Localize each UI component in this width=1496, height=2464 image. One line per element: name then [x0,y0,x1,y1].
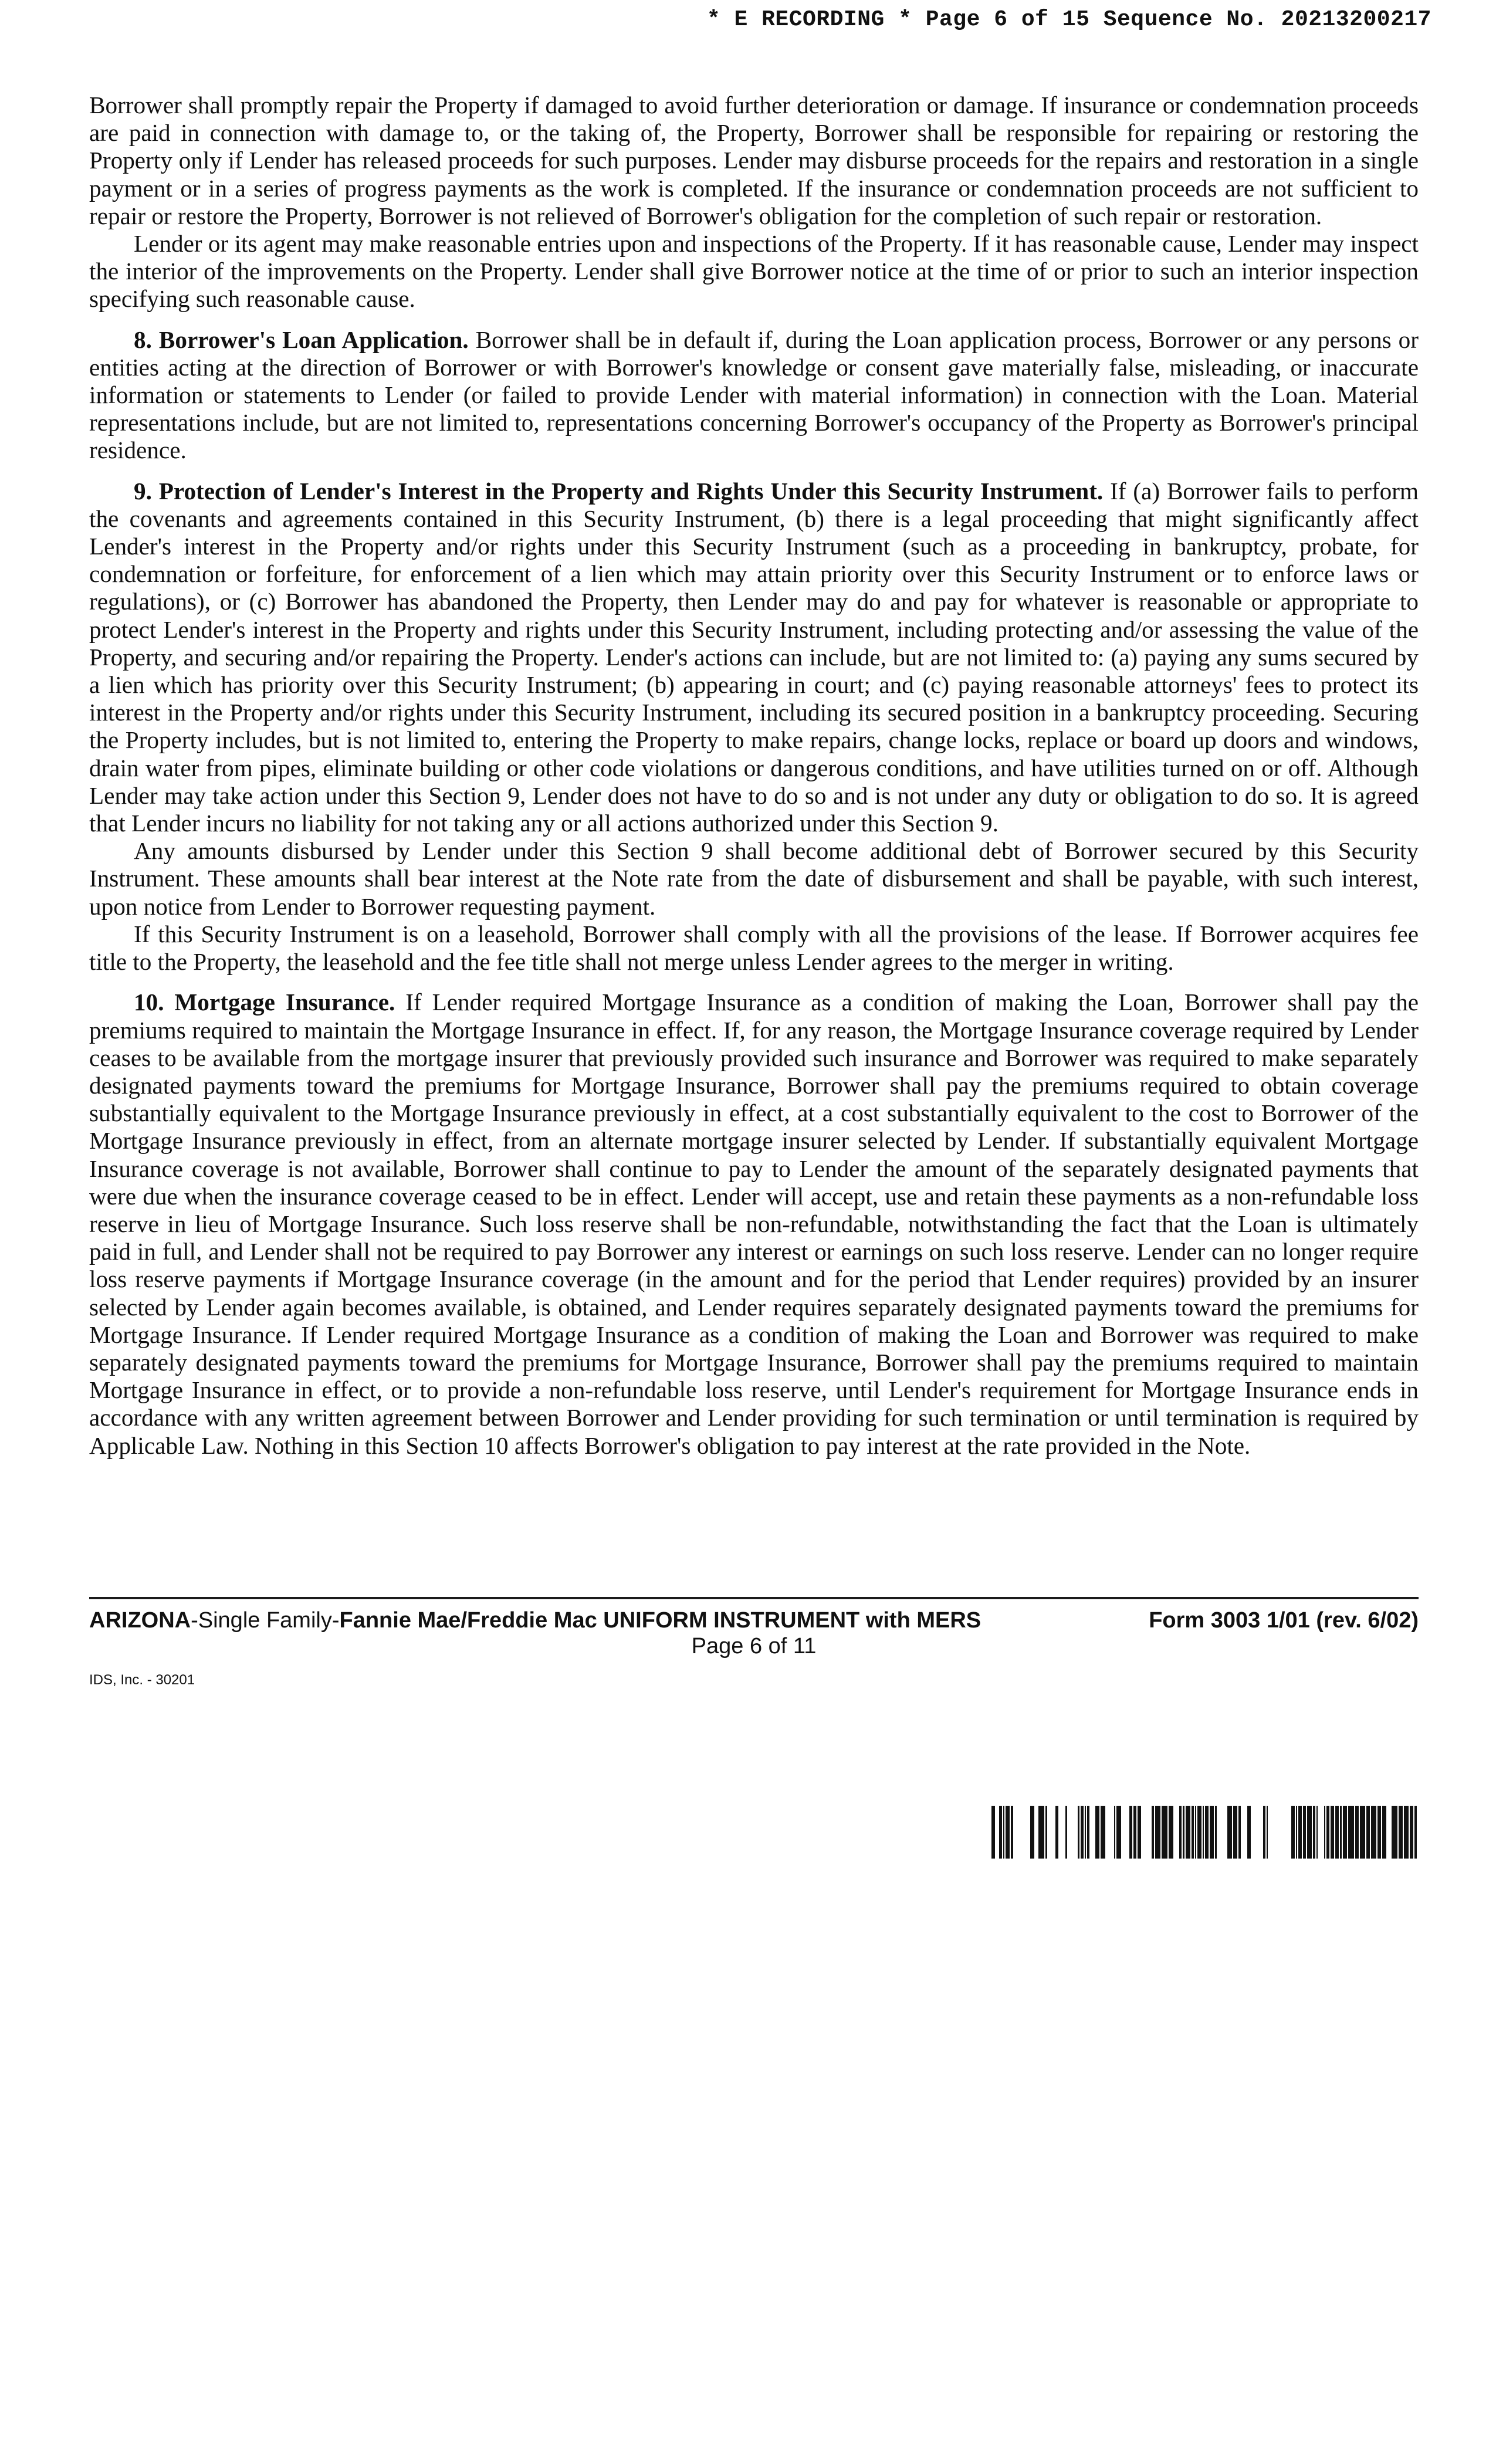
barcode-bar [1183,1806,1184,1859]
barcode-bar [1215,1806,1217,1859]
section-9-text: If (a) Borrower fails to perform the covenants and agreements contained in this Security Instrument, (b) there is a legal proceeding that might significantly affect Lender's interest in the Property and/or rights under this Security Instrument (such as a proceeding in bankruptcy, probate, for condemnation or forfeiture, for enforcement of a lien which may attain priority over this Security Instrument or to enforce laws or regulations), or (c) Borrower has abandoned the Property, then Lender may do and pay for whatever is reasonable or appropriate to protect Lender's interest in the Property and rights under this Security Instrument, including protecting and/or assessing the value of the Property, and securing and/or repairing the Property. Lender's actions can include, but are not limited to: (a) paying any sums secured by a lien which has priority over this Security Instrument; (b) appearing in court; and (c) paying reasonable attorneys' fees to protect its interest in the Property and/or rights under this Security Instrument, including its secured position in a bankruptcy proceeding. Securing the Property includes, but is not limited to, entering the Property to make repairs, change locks, replace or board up doors and windows, drain water from pipes, eliminate building or other code violations or dangerous conditions, and have utilities turned on or off. Although Lender may take action under this Section 9, Lender does not have to do so and is not under any duty or obligation to do so. It is agreed that Lender incurs no liability for not taking any or all actions authorized under this Section 9. [89,477,1419,837]
barcode-bar [1227,1806,1232,1859]
barcode-bar [1195,1806,1196,1859]
barcode-bar [1404,1806,1409,1859]
barcode-bar [1324,1806,1325,1859]
barcode-bar [1326,1806,1329,1859]
barcode-bar [1210,1806,1214,1859]
barcode-bar [1233,1806,1237,1859]
barcode-bar [1133,1806,1136,1859]
footer-instrument: Fannie Mae/Freddie Mac UNIFORM INSTRUMENT with MERS [339,1608,981,1633]
barcode-bar [1371,1806,1376,1859]
barcode-bar [1152,1806,1154,1859]
footer-page-number: Page 6 of 11 [691,1634,817,1659]
section-9 [89,478,1419,838]
section-10-text: If Lender required Mortgage Insurance as a condition of making the Loan, Borrower shall pay the premiums required to maintain the Mortgage Insurance in effect. If, for any reason, the Mortgage Insurance coverage required by Lender ceases to be available from the mortgage insurer that previously provided such insurance and Borrower was required to make separately designated payments toward the premiums for Mortgage Insurance, Borrower shall pay the premiums required to obtain coverage substantially equivalent to the Mortgage Insurance previously in effect, at a cost substantially equivalent to the cost to Borrower of the Mortgage Insurance previously in effect, from an alternate mortgage insurer selected by Lender. If substantially equivalent Mortgage Insurance coverage is not available, Borrower shall continue to pay to Lender the amount of the separately designated payments that were due when the insurance coverage ceased to be in effect. Lender will accept, use and retain these payments as a non-refundable loss reserve in lieu of Mortgage Insurance. Such loss reserve shall be non-refundable, notwithstanding the fact that the Loan is ultimately paid in full, and Lender shall not be required to pay Borrower any interest or earnings on such loss reserve. Lender can no longer require loss reserve payments if Mortgage Insurance coverage (in the amount and for the period that Lender requires) provided by an insurer selected by Lender again becomes available, is obtained, and Lender requires separately designated payments toward the premiums for Mortgage Insurance. If Lender required Mortgage Insurance as a condition of making the Loan and Borrower was required to make separately designated payments toward the premiums for Mortgage Insurance, Borrower shall pay the premiums required to maintain Mortgage Insurance in effect, or to provide a non-refundable loss reserve, until Lender's requirement for Mortgage Insurance ends in accordance with any written agreement between Borrower and Lender providing for such termination or until termination is required by Applicable Law. Nothing in this Section 10 affects Borrower's obligation to pay interest at the rate provided in the Note. [89,989,1419,1459]
paragraph-inspection: Lender or its agent may make reasonable entries upon and inspections of the Property. If it has reasonable cause, Lender may inspect the interior of the improvements on the Property. Lender shall give Borrower notice at the time of or prior to such an interior inspection specifying such reasonable cause. [89,230,1419,313]
barcode-bar [1095,1806,1099,1859]
section-8-text: Borrower shall be in default if, during the Loan application process, Borrower or any persons or entities acting at the direction of Borrower or with Borrower's knowledge or consent gave materially false, misleading, or inaccurate information or statements to Lender (or failed to provide Lender with material information) in connection with the Loan. Material representations include, but are not limited to, representations concerning Borrower's occupancy of the Property as Borrower's principal residence. [89,326,1419,464]
barcode-bar [1343,1806,1347,1859]
barcode-bar [1360,1806,1365,1859]
barcode-bar [1114,1806,1115,1859]
paragraph-repair: Borrower shall promptly repair the Property if damaged to avoid further deterioration or damage. If insurance or condemnation proceeds are paid in connection with damage to, or the taking of, the Property, Borrower shall be responsible for repairing or restoring the Property only if Lender has released proceeds for such purposes. Lender may disburse proceeds for the repairs and restoration in a single payment or in a series of progress payments as the work is completed. If the insurance or condemnation proceeds are not sufficient to repair or restore the Property, Borrower is not relieved of Borrower's obligation for the completion of such repair or restoration. [89,92,1419,229]
footer-divider [89,1597,1419,1599]
section-9-paragraph-2: Any amounts disbursed by Lender under this Section 9 shall become additional debt of Borrower secured by this Security Instrument. These amounts shall bear interest at the Note rate from the date of disbursement and shall be payable, with such interest, upon notice from Lender to Borrower requesting payment. [89,837,1419,920]
form-footer [89,1607,1419,1659]
section-8 [89,326,1419,465]
footer-form-number: Form 3003 1/01 (rev. 6/02) [1149,1608,1419,1633]
barcode-bar [1316,1806,1318,1859]
recording-header: * E RECORDING * Page 6 of 15 Sequence No. 20213200217 [706,7,1431,32]
barcode-bar [1203,1806,1204,1859]
barcode-bar [1307,1806,1312,1859]
barcode-bar [1340,1806,1342,1859]
barcode-bar [1003,1806,1004,1859]
barcode-bar [1238,1806,1241,1859]
document-body [89,92,1419,1460]
barcode-bar [1355,1806,1359,1859]
barcode-bar [1247,1806,1251,1859]
barcode-bar [1296,1806,1297,1859]
barcode-bar [1303,1806,1306,1859]
barcode-bar [999,1806,1002,1859]
barcode-bar [1087,1806,1089,1859]
barcode-bar [1030,1806,1034,1859]
barcode-bar [1331,1806,1334,1859]
section-8-title: 8. Borrower's Loan Application. [134,326,469,353]
barcode-bar [1197,1806,1201,1859]
barcode-bar [1045,1806,1047,1859]
barcode-bar [1377,1806,1381,1859]
barcode-bar [1078,1806,1079,1859]
barcode-bar [1366,1806,1370,1859]
barcode-bar [1085,1806,1086,1859]
barcode-bar [1155,1806,1160,1859]
barcode-bar [1162,1806,1167,1859]
section-10 [89,989,1419,1459]
barcode-bar [1414,1806,1417,1859]
barcode-bar [991,1806,995,1859]
barcode-bar [1179,1806,1182,1859]
barcode-bar [1192,1806,1194,1859]
barcode-bar [1011,1806,1013,1859]
footer-form-line [89,1607,1419,1633]
barcode-bar [1169,1806,1173,1859]
barcode-bar [1065,1806,1067,1859]
barcode-bar [1186,1806,1190,1859]
barcode-bar [1313,1806,1315,1859]
barcode-bar [1291,1806,1295,1859]
section-9-title: 9. Protection of Lender's Interest in the Property and Rights Under this Security Instrument. [134,477,1104,505]
barcode-bar [1055,1806,1058,1859]
barcode-image [991,1806,1417,1859]
barcode-bar [1101,1806,1105,1859]
barcode-bar [1298,1806,1302,1859]
section-9-paragraph-3: If this Security Instrument is on a leasehold, Borrower shall comply with all the provisions of the lease. If Borrower acquires fee title to the Property, the leasehold and the fee title shall not merge unless Lender agrees to the merger in writing. [89,920,1419,976]
barcode-bar [1335,1806,1339,1859]
barcode-bar [1129,1806,1132,1859]
barcode-bar [1138,1806,1141,1859]
barcode-bar [1006,1806,1010,1859]
barcode-bar [1263,1806,1265,1859]
barcode-bar [1410,1806,1413,1859]
footer-state: ARIZONA [89,1608,191,1633]
barcode-bar [1348,1806,1354,1859]
barcode-bar [1081,1806,1084,1859]
section-10-title: 10. Mortgage Insurance. [134,989,395,1016]
barcode-bar [1392,1806,1397,1859]
barcode-bar [1382,1806,1386,1859]
footer-family: -Single Family- [191,1608,340,1633]
barcode-bar [1399,1806,1403,1859]
barcode-bar [1267,1806,1268,1859]
barcode-bar [1038,1806,1044,1859]
barcode-bar [1205,1806,1209,1859]
ids-code: IDS, Inc. - 30201 [89,1672,195,1688]
footer-form-title [89,1607,981,1633]
barcode-bar [1116,1806,1121,1859]
